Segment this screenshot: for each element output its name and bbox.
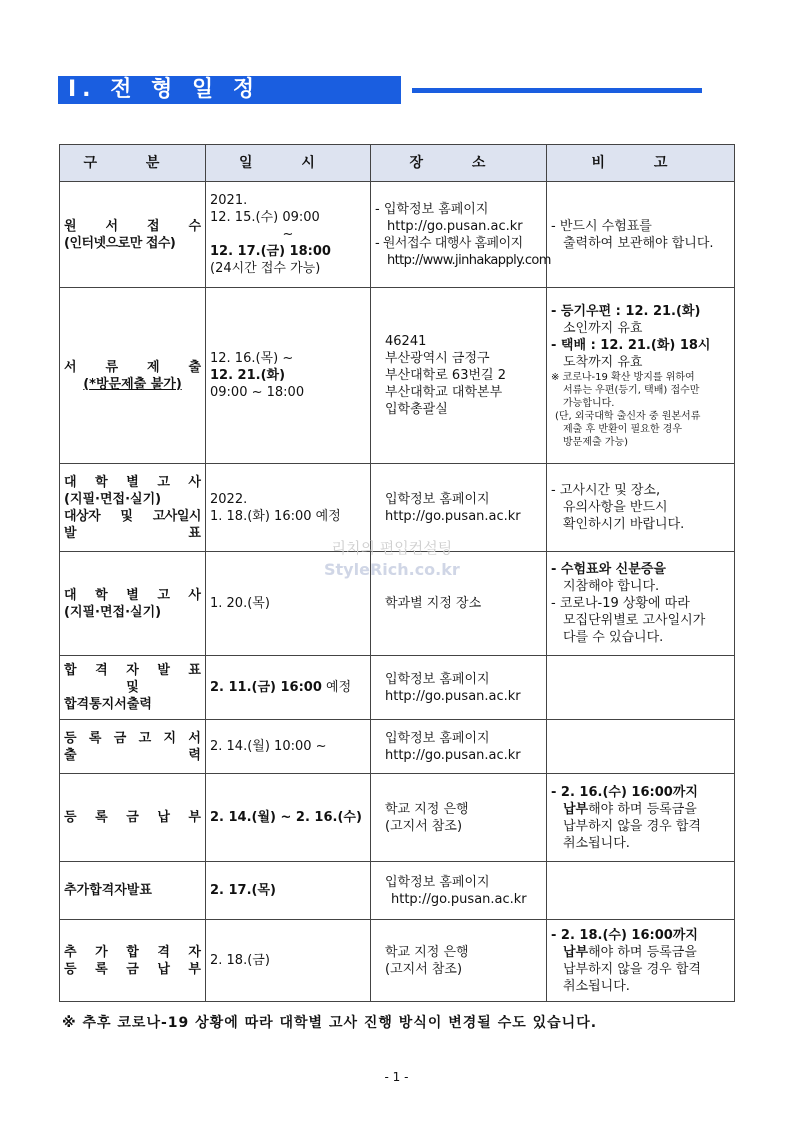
page-number: - 1 -	[384, 1070, 409, 1084]
row-note: - 2. 18.(수) 16:00까지 납부해야 하며 등록금을 납부하지 않을 경우 합격 취소됩니다.	[547, 920, 735, 1002]
row-place: 입학정보 홈페이지 http://go.pusan.ac.kr	[371, 862, 547, 920]
row-category: 대 학 별 고 사 (지필·면접·실기)	[60, 552, 206, 656]
row-category: 추 가 합 격 자 등 록 금 납 부	[60, 920, 206, 1002]
row-date: 2. 14.(월) ~ 2. 16.(수)	[206, 774, 371, 862]
table-row	[60, 774, 735, 862]
row-place: 입학정보 홈페이지 http://go.pusan.ac.kr	[371, 464, 547, 552]
row-note	[547, 720, 735, 774]
row-place: 학교 지정 은행 (고지서 참조)	[371, 774, 547, 862]
row-place: 학과별 지정 장소	[371, 552, 547, 656]
table-row	[60, 182, 735, 288]
row-place: - 입학정보 홈페이지 http://go.pusan.ac.kr - 원서접수 대행사 홈페이지 http://www.jinhakapply.com	[371, 182, 547, 288]
table-row	[60, 920, 735, 1002]
header-note: 비 고	[547, 145, 735, 182]
schedule-table	[59, 144, 735, 1002]
link-jinhakapply[interactable]: http://www.jinhakapply.com	[387, 252, 551, 268]
table-row	[60, 552, 735, 656]
table-row	[60, 464, 735, 552]
link-pusan[interactable]: http://go.pusan.ac.kr	[385, 508, 521, 524]
row-category: 서 류 제 출 (*방문제출 불가)	[60, 288, 206, 464]
row-place: 46241 부산광역시 금정구 부산대학로 63번길 2 부산대학교 대학본부 입학총괄실	[371, 288, 547, 464]
row-category: 추가합격자발표	[60, 862, 206, 920]
table-row	[60, 862, 735, 920]
row-note: - 수험표와 신분증을 지참해야 합니다. - 코로나-19 상황에 따라 모집단위별로 고사일시가 다를 수 있습니다.	[547, 552, 735, 656]
row-note: - 등기우편 : 12. 21.(화) 소인까지 유효 - 택배 : 12. 21.(화) 18시 도착까지 유효 ※ 코로나-19 확산 방지를 위하여 서류는 우편(등기, 택배) 접수만 가능합니다. (단, 외국대학 출신자 중 원본서류 제출 후 반환이 필요한 경우 방문제출 가능)	[547, 288, 735, 464]
header-place: 장 소	[371, 145, 547, 182]
row-date: 12. 16.(목) ~ 12. 21.(화) 09:00 ~ 18:00	[206, 288, 371, 464]
row-date: 2. 18.(금)	[206, 920, 371, 1002]
row-note	[547, 656, 735, 720]
watermark: 리치의 편입컨설팅 StyleRich.co.kr	[324, 539, 460, 579]
link-pusan[interactable]: http://go.pusan.ac.kr	[385, 747, 521, 763]
row-place: 입학정보 홈페이지 http://go.pusan.ac.kr	[371, 656, 547, 720]
row-date: 2. 14.(월) 10:00 ~	[206, 720, 371, 774]
row-place: 학교 지정 은행 (고지서 참조)	[371, 920, 547, 1002]
row-note	[547, 862, 735, 920]
link-pusan[interactable]: http://go.pusan.ac.kr	[385, 688, 521, 704]
row-date: 2021. 12. 15.(수) 09:00 ~ 12. 17.(금) 18:00 (24시간 접수 가능)	[206, 182, 371, 288]
row-note: - 반드시 수험표를 출력하여 보관해야 합니다.	[547, 182, 735, 288]
table-header-row	[60, 145, 735, 182]
table-row	[60, 720, 735, 774]
row-category: 등 록 금 고 지 서 출 력	[60, 720, 206, 774]
header-category: 구 분	[60, 145, 206, 182]
row-date: 2. 17.(목)	[206, 862, 371, 920]
section-title: Ⅰ. 전 형 일 정	[58, 76, 401, 104]
row-note: - 고사시간 및 장소, 유의사항을 반드시 확인하시기 바랍니다.	[547, 464, 735, 552]
table-row	[60, 656, 735, 720]
row-category: 등 록 금 납 부	[60, 774, 206, 862]
row-note: - 2. 16.(수) 16:00까지 납부해야 하며 등록금을 납부하지 않을 경우 합격 취소됩니다.	[547, 774, 735, 862]
row-category: 합 격 자 발 표 및 합격통지서출력	[60, 656, 206, 720]
title-rule	[412, 88, 702, 93]
row-category: 원 서 접 수 (인터넷으로만 접수)	[60, 182, 206, 288]
row-place: 입학정보 홈페이지 http://go.pusan.ac.kr	[371, 720, 547, 774]
link-pusan[interactable]: http://go.pusan.ac.kr	[387, 218, 523, 234]
header-date: 일 시	[206, 145, 371, 182]
row-category: 대 학 별 고 사 (지필·면접·실기) 대상자 및 고사일시 발 표	[60, 464, 206, 552]
row-date: 2. 11.(금) 16:00 예정	[206, 656, 371, 720]
table-row	[60, 288, 735, 464]
footnote: ※ 추후 코로나-19 상황에 따라 대학별 고사 진행 방식이 변경될 수도 있습니다.	[62, 1015, 598, 1031]
row-date: 1. 20.(목)	[206, 552, 371, 656]
link-pusan[interactable]: http://go.pusan.ac.kr	[391, 891, 527, 907]
row-date: 2022. 1. 18.(화) 16:00 예정	[206, 464, 371, 552]
